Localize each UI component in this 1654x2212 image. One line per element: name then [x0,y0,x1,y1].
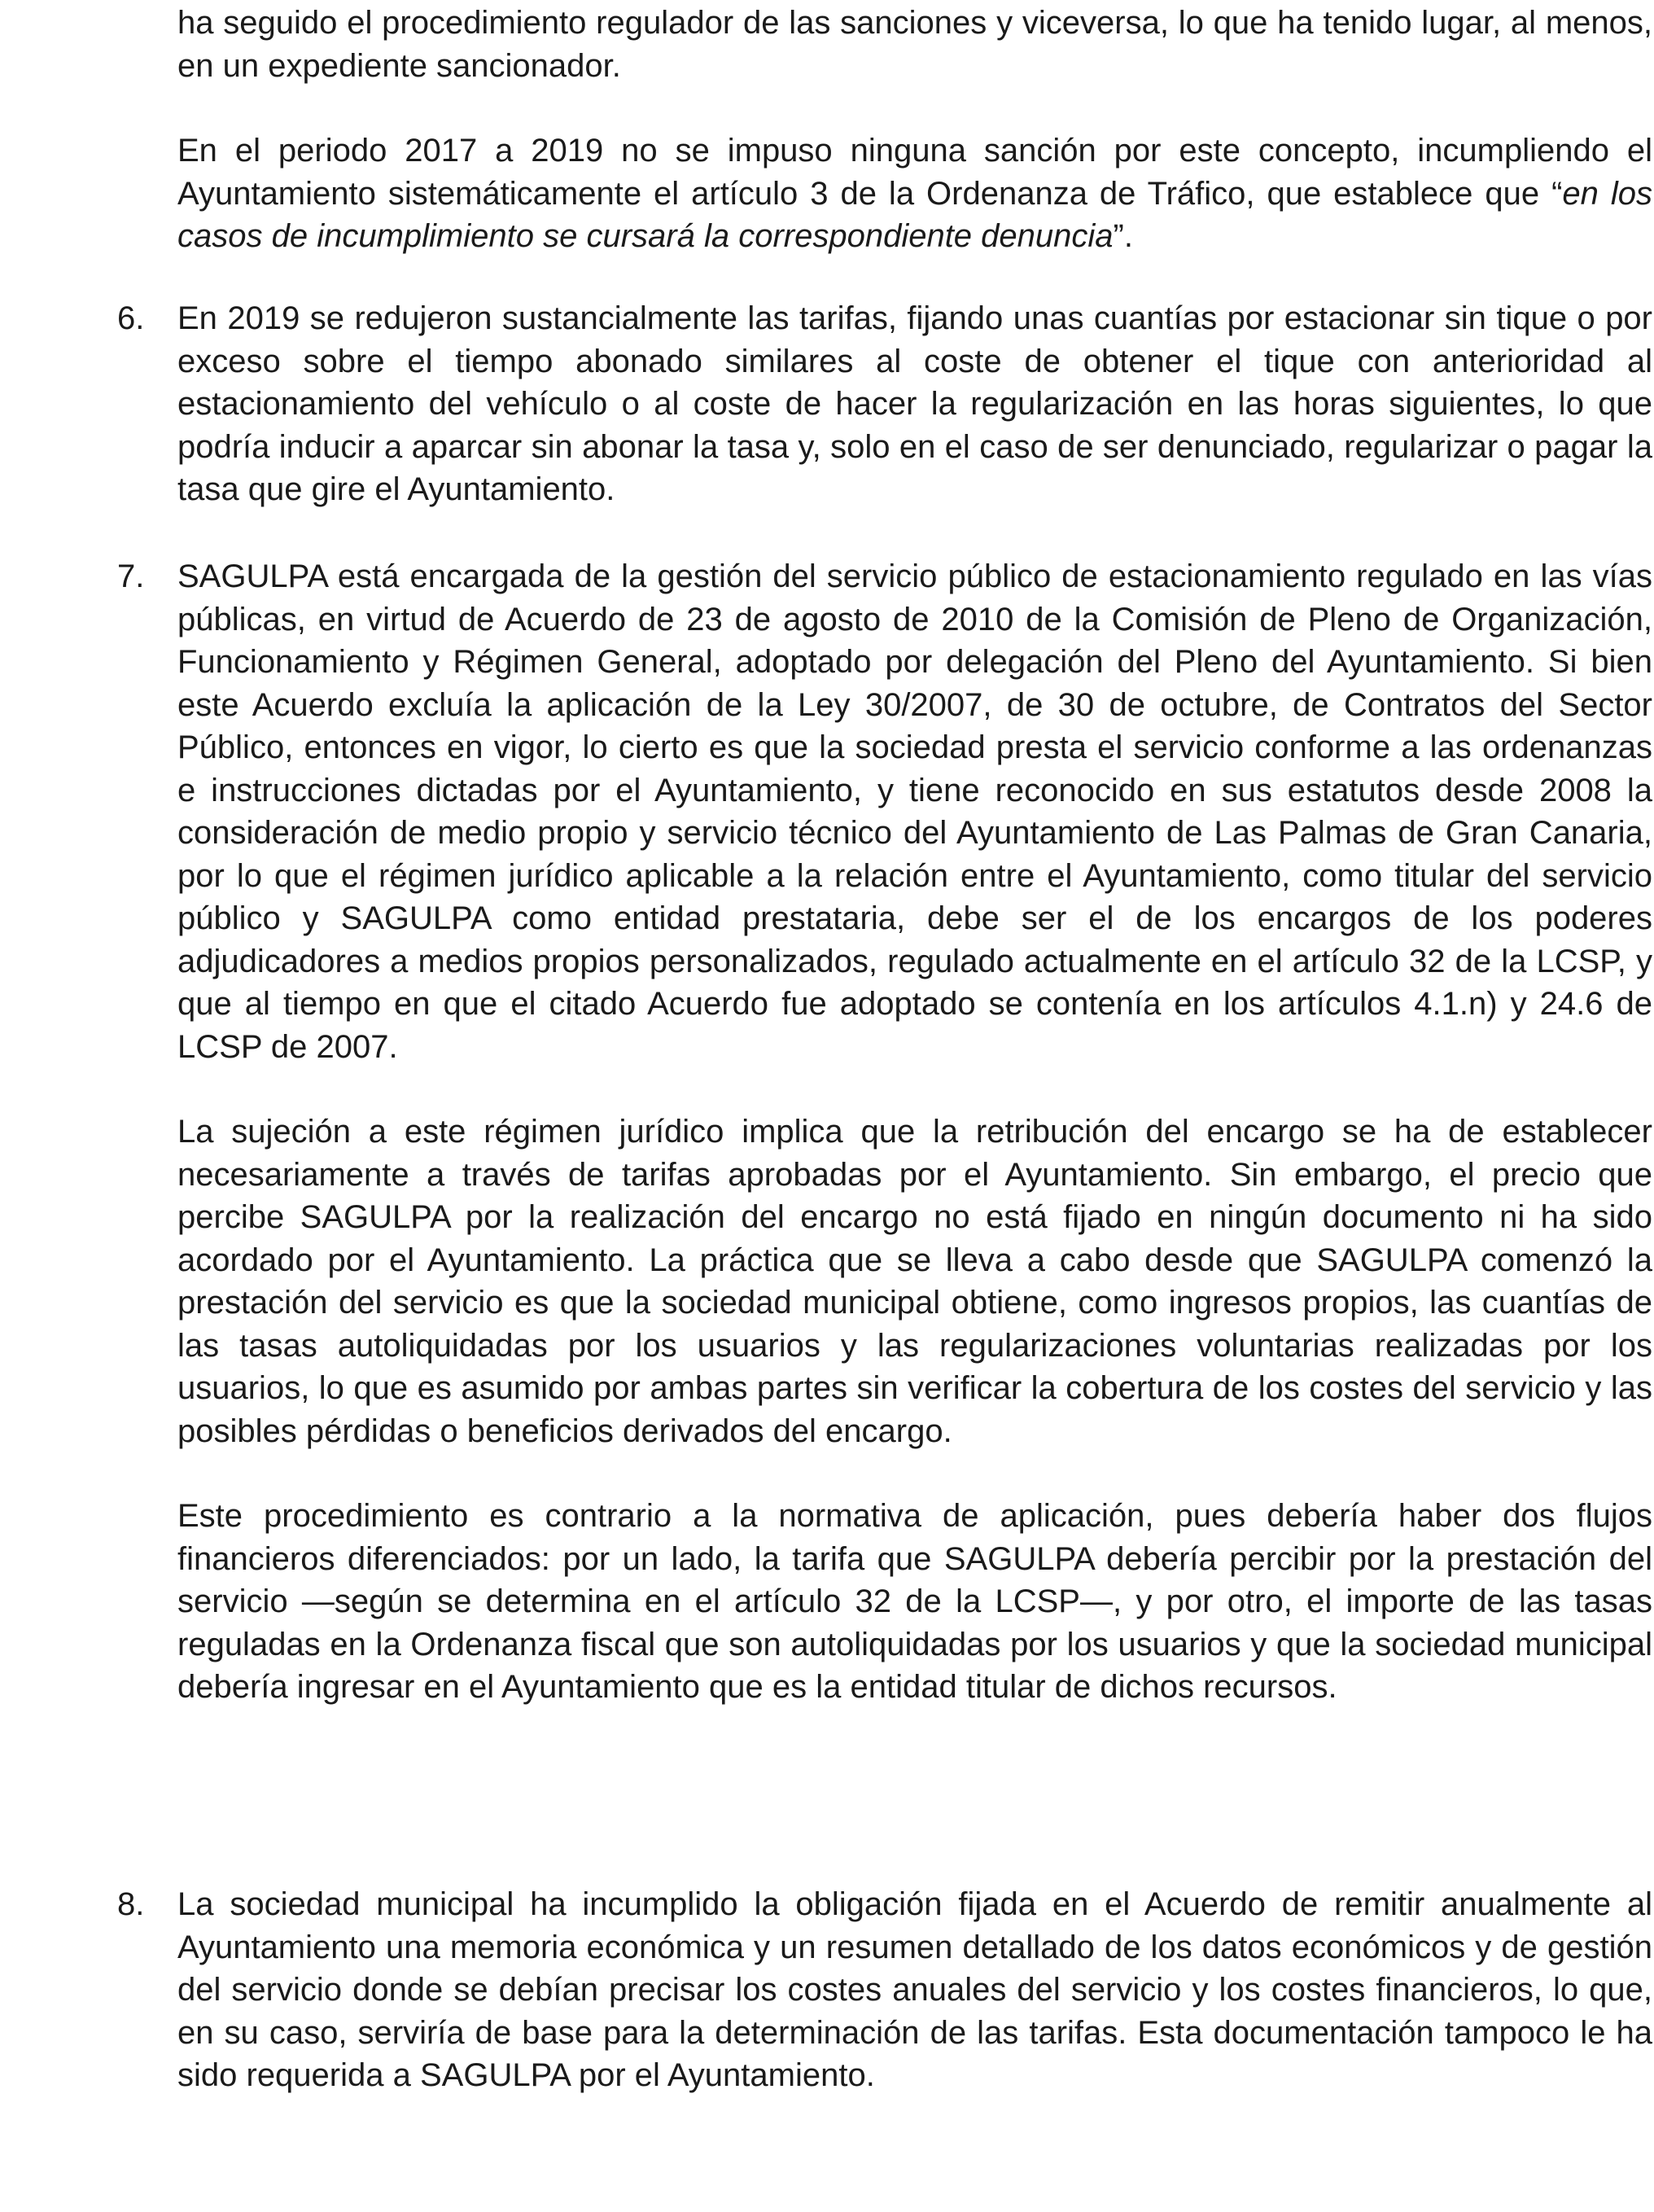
intro-section [177,2,1652,258]
list-item-7 [117,555,1652,1709]
item-7-paragraph-1: SAGULPA está encargada de la gestión del servicio público de estacionamiento regulado en las vías públicas, en virtud de Acuerdo de 23 de agosto de 2010 de la Comisión de Pleno de Organización, Funcionamiento y Régimen General, adoptado por delegación del Pleno del Ayuntamiento. Si bien este Acuerdo excluía la aplicación de la Ley 30/2007, de 30 de octubre, de Contratos del Sector Público, entonces en vigor, lo cierto es que la sociedad presta el servicio conforme a las ordenanzas e instrucciones dictadas por el Ayuntamiento, y tiene reconocido en sus estatutos desde 2008 la consideración de medio propio y servicio técnico del Ayuntamiento de Las Palmas de Gran Canaria, por lo que el régimen jurídico aplicable a la relación entre el Ayuntamiento, como titular del servicio público y SAGULPA como entidad prestataria, debe ser el de los encargos de los poderes adjudicadores a medios propios personalizados, regulado actualmente en el artículo 32 de la LCSP, y que al tiempo en que el citado Acuerdo fue adoptado se contenía en los artículos 4.1.n) y 24.6 de LCSP de 2007. [177,558,1652,1065]
item-8-paragraph-1: La sociedad municipal ha incumplido la obligación fijada en el Acuerdo de remitir anualmente al Ayuntamiento una memoria económica y un resumen detallado de los datos económicos y de gestión del servicio donde se debían precisar los costes anuales del servicio y los costes financieros, lo que, en su caso, serviría de base para la determinación de las tarifas. Esta documentación tampoco le ha sido requerida a SAGULPA por el Ayuntamiento. [177,1886,1652,2093]
quoted-regulation-text: en los casos de incumplimiento se cursará la correspondiente denuncia [177,175,1652,254]
list-item-number: 6. [117,300,145,336]
intro-paragraph-2-text: En el periodo 2017 a 2019 no se impuso ninguna sanción por este concepto, incumpliendo el Ayuntamiento sistemáticamente el artículo 3 de la Ordenanza de Tráfico, que establece que “ [177,133,1652,212]
intro-paragraph-2-closing: ”. [1113,218,1133,254]
item-7-paragraph-2: La sujeción a este régimen jurídico implica que la retribución del encargo se ha de establecer necesariamente a través de tarifas aprobadas por el Ayuntamiento. Sin embargo, el precio que percibe SAGULPA por la realización del encargo no está fijado en ningún documento ni ha sido acordado por el Ayuntamiento. La práctica que se lleva a cabo desde que SAGULPA comenzó la prestación del servicio es que la sociedad municipal obtiene, como ingresos propios, las cuantías de las tasas autoliquidadas por los usuarios y las regularizaciones voluntarias realizadas por los usuarios, lo que es asumido por ambas partes sin verificar la cobertura de los costes del servicio y las posibles pérdidas o beneficios derivados del encargo. [177,1114,1652,1449]
list-item-6 [117,297,1652,511]
intro-paragraph-2 [177,129,1652,258]
list-item-number: 8. [117,1886,145,1922]
item-6-paragraph-1: En 2019 se redujeron sustancialmente las tarifas, fijando unas cuantías por estacionar sin tique o por exceso sobre el tiempo abonado similares al coste de obtener el tique con anterioridad al estacionamiento del vehículo o al coste de hacer la regularización en las horas siguientes, lo que podría inducir a aparcar sin abonar la tasa y, solo en el caso de ser denunciado, regularizar o pagar la tasa que gire el Ayuntamiento. [177,300,1652,507]
list-item-8 [117,1883,1652,2097]
list-item-number: 7. [117,558,145,594]
item-7-paragraph-3: Este procedimiento es contrario a la normativa de aplicación, pues debería haber dos flujos financieros diferenciados: por un lado, la tarifa que SAGULPA debería percibir por la prestación del servicio —según se determina en el artículo 32 de la LCSP—, y por otro, el importe de las tasas reguladas en la Ordenanza fiscal que son autoliquidadas por los usuarios y que la sociedad municipal debería ingresar en el Ayuntamiento que es la entidad titular de dichos recursos. [177,1498,1652,1705]
intro-paragraph-1: ha seguido el procedimiento regulador de las sanciones y viceversa, lo que ha tenido lugar, al menos, en un expediente sancionador. [177,5,1652,84]
